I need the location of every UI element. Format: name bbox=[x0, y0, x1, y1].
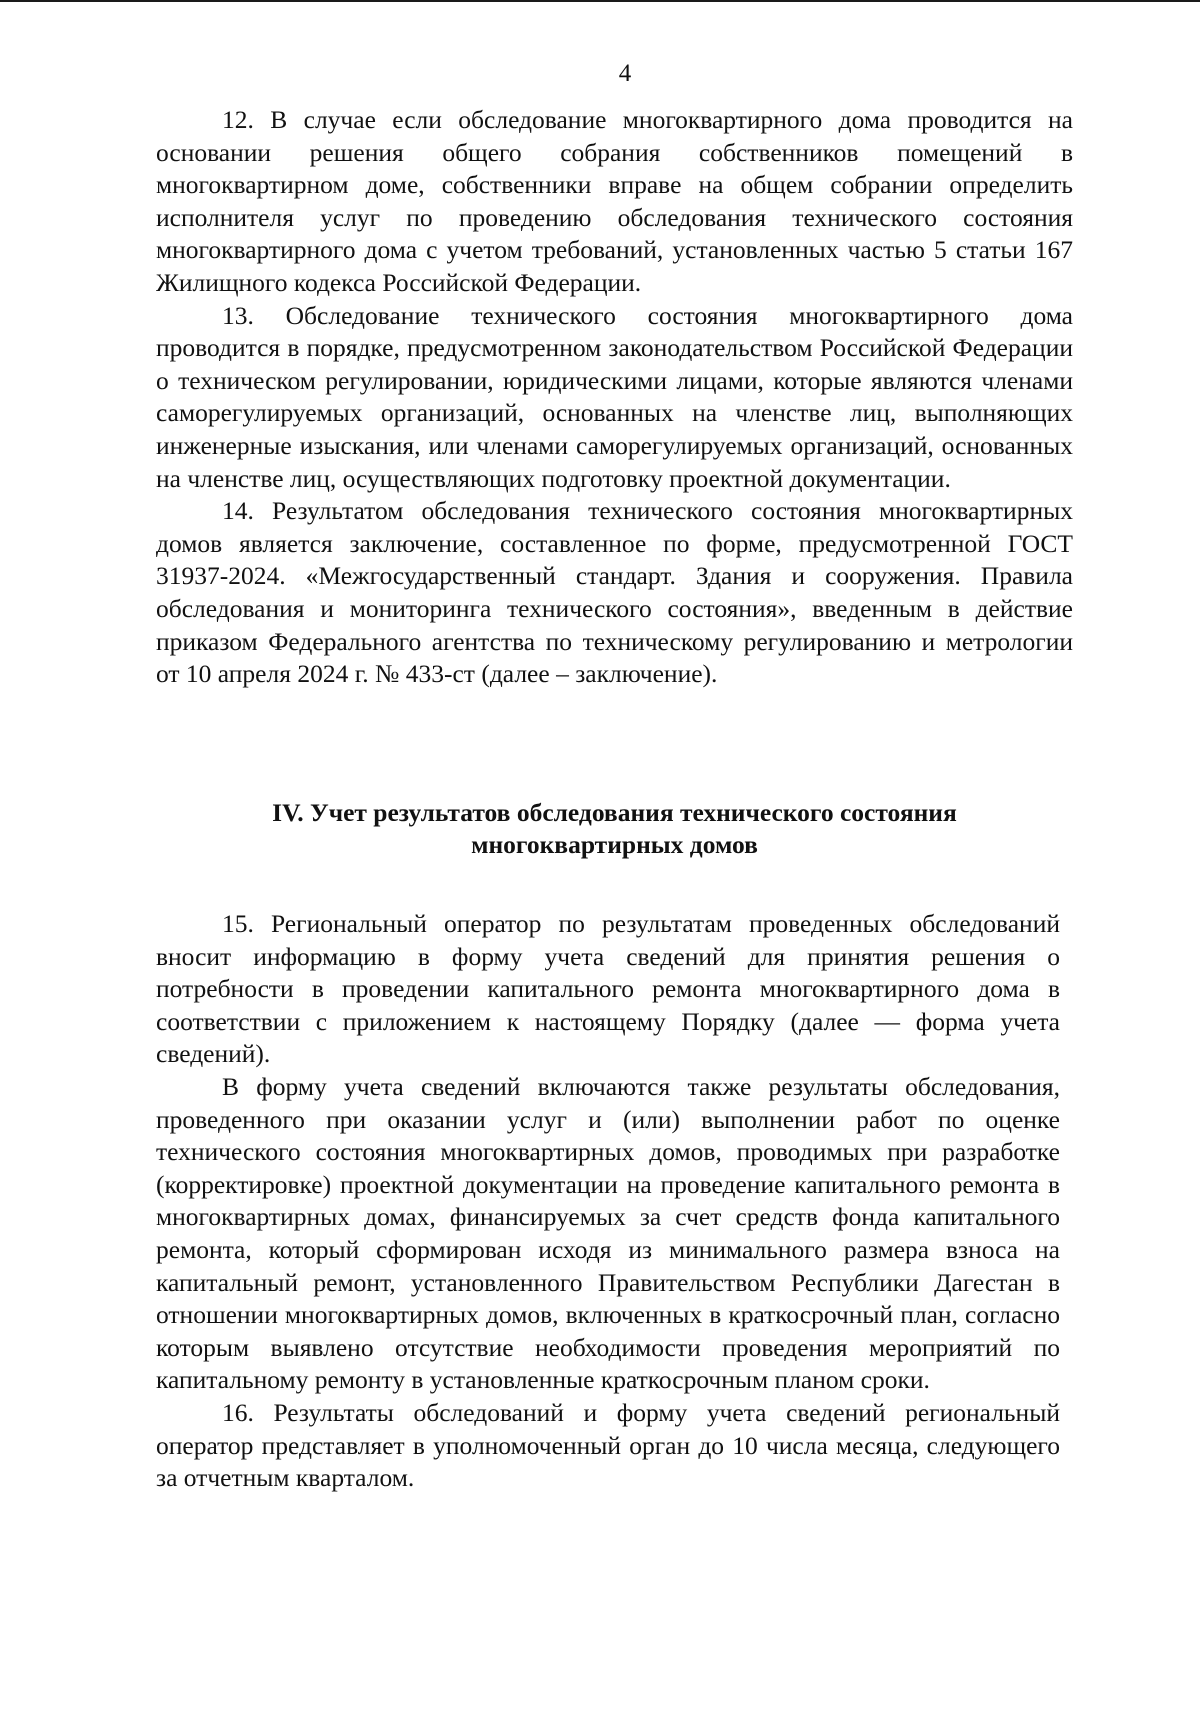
paragraph-13: 13. Обследование технического состояния многоквартирного дома проводится в порядке, предусмотренном законодательством Российской Федерации о техническом регулировании, юридическими лицами, которые являются членами саморегулируемых организаций, основанных на членстве лиц, выполняющих инженерные изыскания, или членами саморегулируемых организаций, основанных на членстве лиц, осуществляющих подготовку проектной документации. bbox=[156, 300, 1073, 493]
page-number: 4 bbox=[618, 60, 632, 87]
section-heading-line-1: IV. Учет результатов обследования технического состояния bbox=[272, 798, 957, 827]
paragraph-12: 12. В случае если обследование многоквартирного дома проводится на основании решения общего собрания собственников помещений в многоквартирном доме, собственники вправе на общем собрании определить исполнителя услуг по проведению обследования технического состояния многоквартирного дома с учетом требований, установленных частью 5 статьи 167 Жилищного кодекса Российской Федерации. bbox=[156, 105, 1073, 297]
paragraphs-12-14 bbox=[156, 104, 1073, 691]
paragraph-15: 15. Региональный оператор по результатам проведенных обследований вносит информацию в форму учета сведений для принятия решения о потребности в проведении капитального ремонта многоквартирного дома в соответствии с приложением к настоящему Порядку (далее — форма учета сведений). bbox=[156, 909, 1060, 1069]
section-heading-line-2: многоквартирных домов bbox=[471, 830, 758, 859]
paragraph-14: 14. Результатом обследования технического состояния многоквартирных домов является заключение, составленное по форме, предусмотренной ГОСТ 31937-2024. «Межгосударственный стандарт. Здания и сооружения. Правила обследования и мониторинга технического состояния», введенным в действие приказом Федерального агентства по техническому регулированию и метрологии от 10 апреля 2024 г. № 433-ст (далее – заключение). bbox=[156, 496, 1073, 689]
paragraph-16: 16. Результаты обследований и форму учета сведений региональный оператор представляет в уполномоченный орган до 10 числа месяца, следующего за отчетным кварталом. bbox=[156, 1397, 1060, 1493]
paragraph-15-continued: В форму учета сведений включаются также результаты обследования, проведенного при оказании услуг и (или) выполнении работ по оценке технического состояния многоквартирных домов, проводимых при разработке (корректировке) проектной документации на проведение капитального ремонта в многоквартирных домах, финансируемых за счет средств фонда капитального ремонта, который сформирован исходя из минимального размера взноса на капитальный ремонт, установленного Правительством Республики Дагестан в отношении многоквартирных домов, включенных в краткосрочный план, согласно которым выявлено отсутствие необходимости проведения мероприятий по капитальному ремонту в установленные краткосрочным планом сроки. bbox=[156, 1071, 1060, 1395]
page-top-edge bbox=[0, 0, 1200, 2]
section-heading bbox=[156, 797, 1073, 861]
paragraphs-15-16 bbox=[156, 908, 1060, 1495]
